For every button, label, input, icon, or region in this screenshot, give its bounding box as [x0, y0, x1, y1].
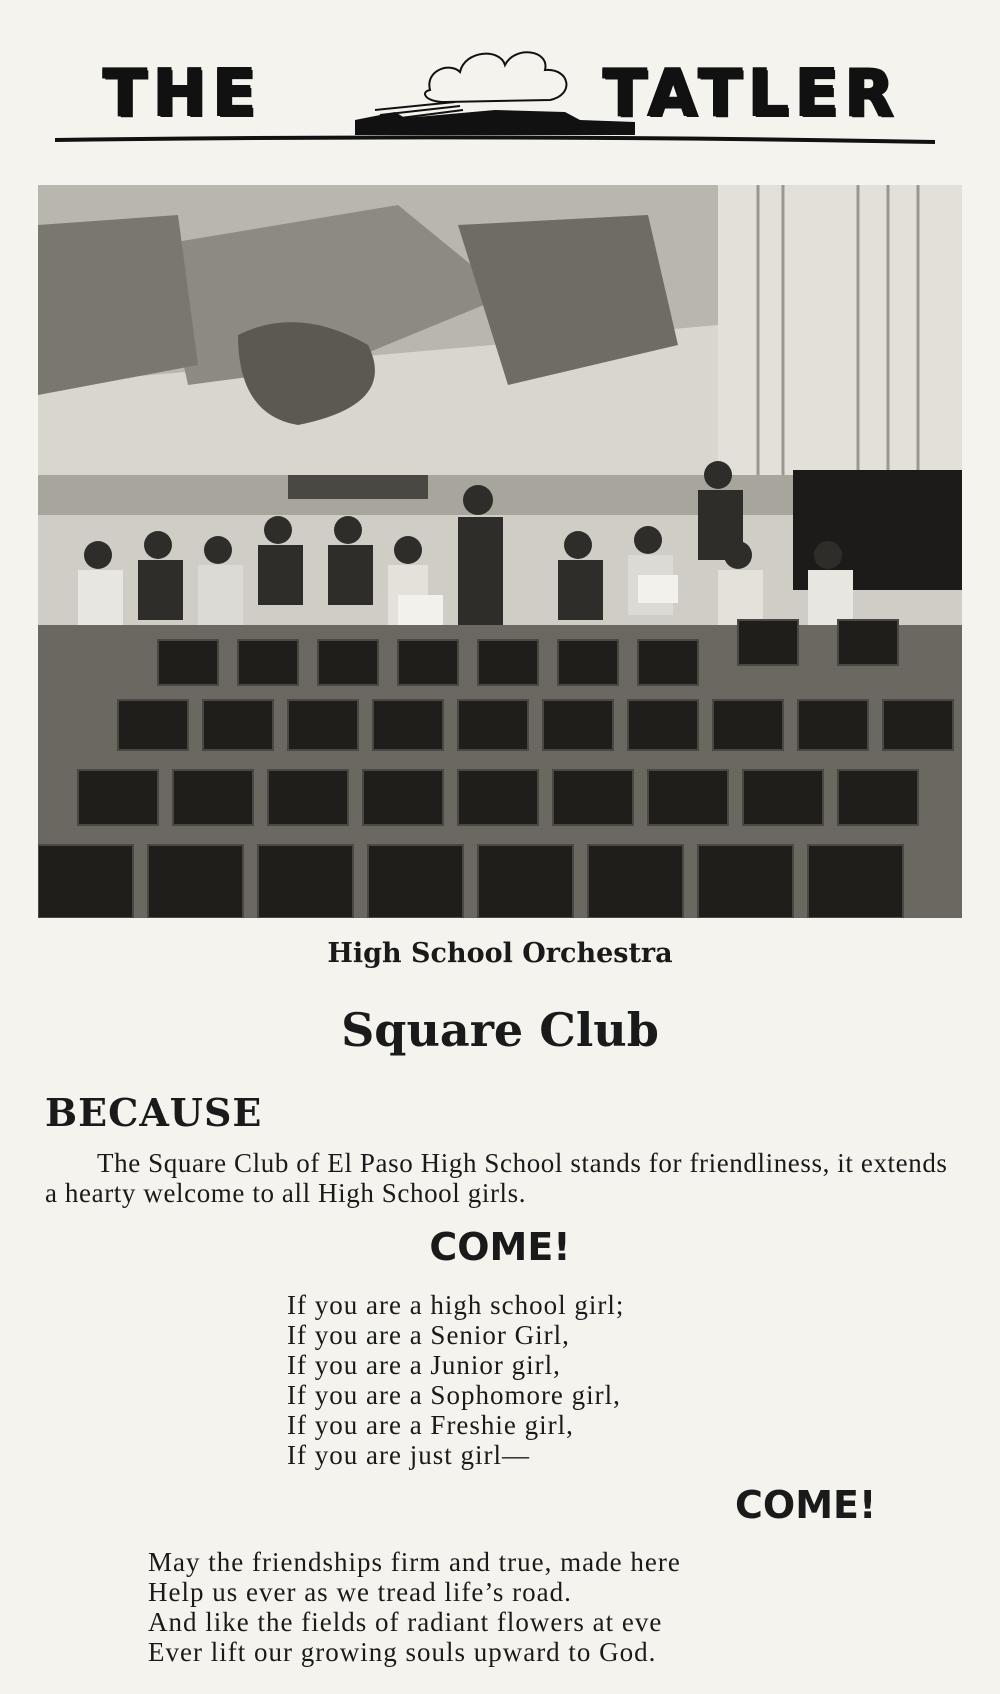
- come-heading-first: COME!: [429, 1225, 571, 1269]
- verse-line: If you are a Freshie girl,: [287, 1410, 574, 1440]
- masthead: [55, 40, 935, 150]
- verse-line: Ever lift our growing souls upward to God.: [148, 1637, 657, 1667]
- verse-line: Help us ever as we tread life’s road.: [148, 1577, 572, 1607]
- verse-line: May the friendships firm and true, made here: [148, 1547, 681, 1577]
- verse-line: If you are a Senior Girl,: [287, 1320, 570, 1350]
- masthead-rule: [55, 130, 935, 150]
- verse-line: If you are a Sophomore girl,: [287, 1380, 621, 1410]
- friendship-verse: [148, 1547, 681, 1667]
- verse-line: If you are a Junior girl,: [287, 1350, 561, 1380]
- photo-caption: High School Orchestra: [327, 938, 673, 969]
- because-text: The Square Club of El Paso High School stands for friendliness, it extends a hearty welcome to all High School girls.: [45, 1148, 948, 1208]
- orchestra-photograph: [38, 185, 962, 918]
- article-title: Square Club: [341, 1003, 659, 1057]
- because-heading: BECAUSE: [45, 1090, 263, 1135]
- verse-line: If you are just girl—: [287, 1440, 530, 1470]
- verse-line: If you are a high school girl;: [287, 1290, 625, 1320]
- invitation-verse: [287, 1290, 624, 1470]
- come-heading-second: COME!: [735, 1483, 877, 1527]
- masthead-left-word: THE: [103, 57, 262, 131]
- verse-line: And like the fields of radiant flowers at eve: [148, 1607, 663, 1637]
- masthead-right-word: TATLER: [603, 57, 900, 131]
- because-paragraph: [45, 1148, 960, 1208]
